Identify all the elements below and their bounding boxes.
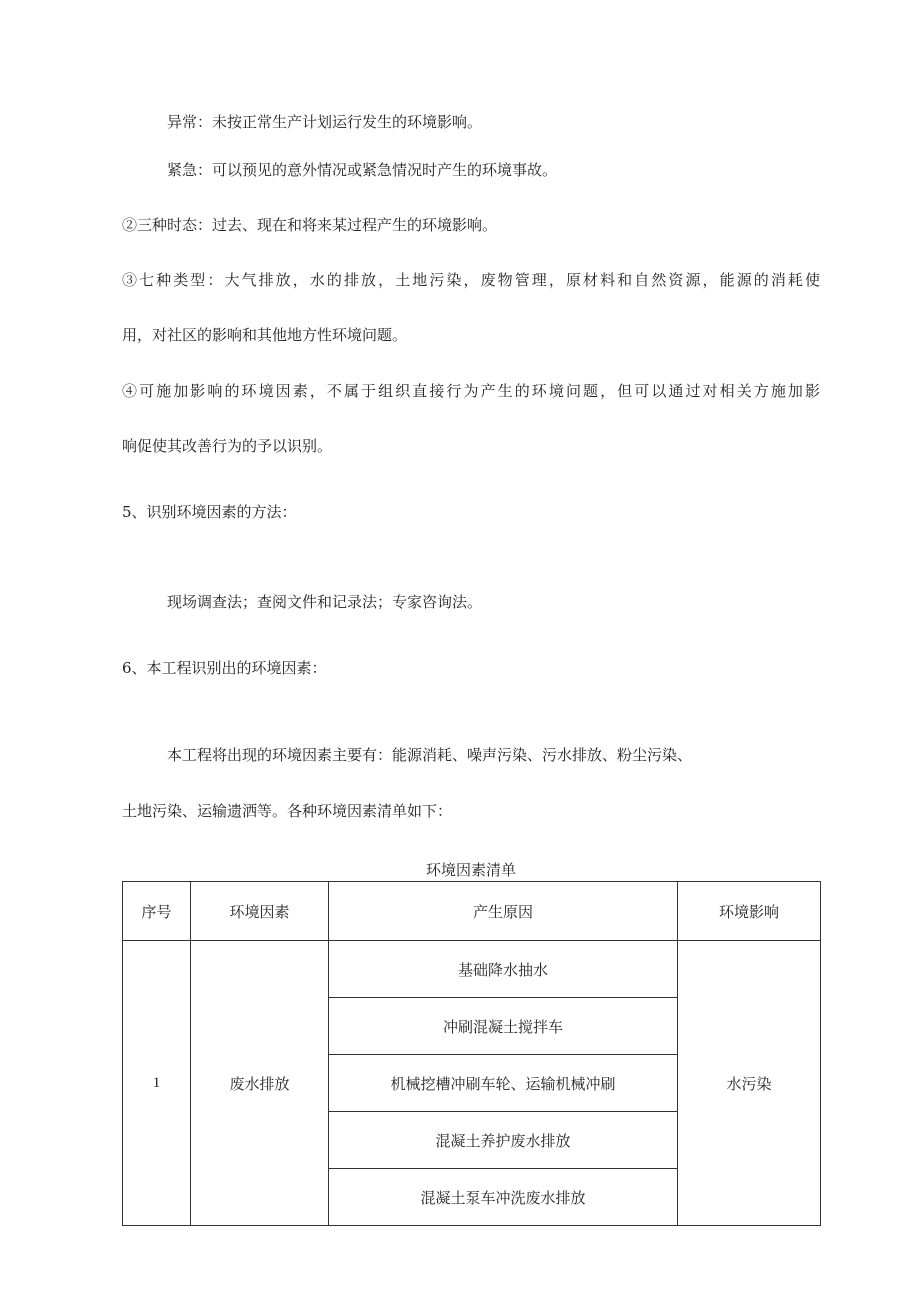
paragraph-indirect-line1: ④可施加影响的环境因素，不属于组织直接行为产生的环境问题，但可以通过对相关方施加影 — [122, 382, 820, 400]
cell-cause: 冲刷混凝土搅拌车 — [329, 998, 678, 1055]
header-no: 序号 — [123, 882, 191, 941]
cell-impact: 水污染 — [678, 941, 821, 1226]
paragraph-emergency: 紧急：可以预见的意外情况或紧急情况时产生的环境事故。 — [167, 161, 558, 179]
section-6-heading: 6、本工程识别出的环境因素： — [122, 659, 327, 677]
table-row — [123, 941, 821, 998]
cell-factor: 废水排放 — [191, 941, 329, 1226]
cell-cause: 混凝土泵车冲洗废水排放 — [329, 1169, 678, 1226]
section-5-heading: 5、识别环境因素的方法： — [122, 503, 297, 521]
environment-factor-table — [122, 881, 821, 1226]
paragraph-indirect-line2: 响促使其改善行为的予以识别。 — [122, 437, 333, 455]
table-header-row — [123, 882, 821, 941]
section-6-body-line2: 土地污染、运输遗洒等。各种环境因素清单如下： — [122, 802, 453, 820]
cell-cause: 基础降水抽水 — [329, 941, 678, 998]
cell-cause: 机械挖槽冲刷车轮、运输机械冲刷 — [329, 1055, 678, 1112]
section-5-body: 现场调查法；查阅文件和记录法；专家咨询法。 — [167, 593, 483, 611]
section-6-body-line1: 本工程将出现的环境因素主要有：能源消耗、噪声污染、污水排放、粉尘污染、 — [167, 746, 693, 764]
cell-cause: 混凝土养护废水排放 — [329, 1112, 678, 1169]
header-cause: 产生原因 — [329, 882, 678, 941]
paragraph-seven-types-line1: ③七种类型：大气排放，水的排放，土地污染，废物管理，原材料和自然资源，能源的消耗使 — [122, 271, 820, 289]
header-factor: 环境因素 — [191, 882, 329, 941]
header-impact: 环境影响 — [678, 882, 821, 941]
cell-no: 1 — [123, 941, 191, 1226]
paragraph-abnormal: 异常：未按正常生产计划运行发生的环境影响。 — [167, 113, 483, 131]
paragraph-seven-types-line2: 用，对社区的影响和其他地方性环境问题。 — [122, 326, 408, 344]
table-title: 环境因素清单 — [425, 861, 516, 879]
paragraph-three-tenses: ②三种时态：过去、现在和将来某过程产生的环境影响。 — [122, 216, 498, 234]
